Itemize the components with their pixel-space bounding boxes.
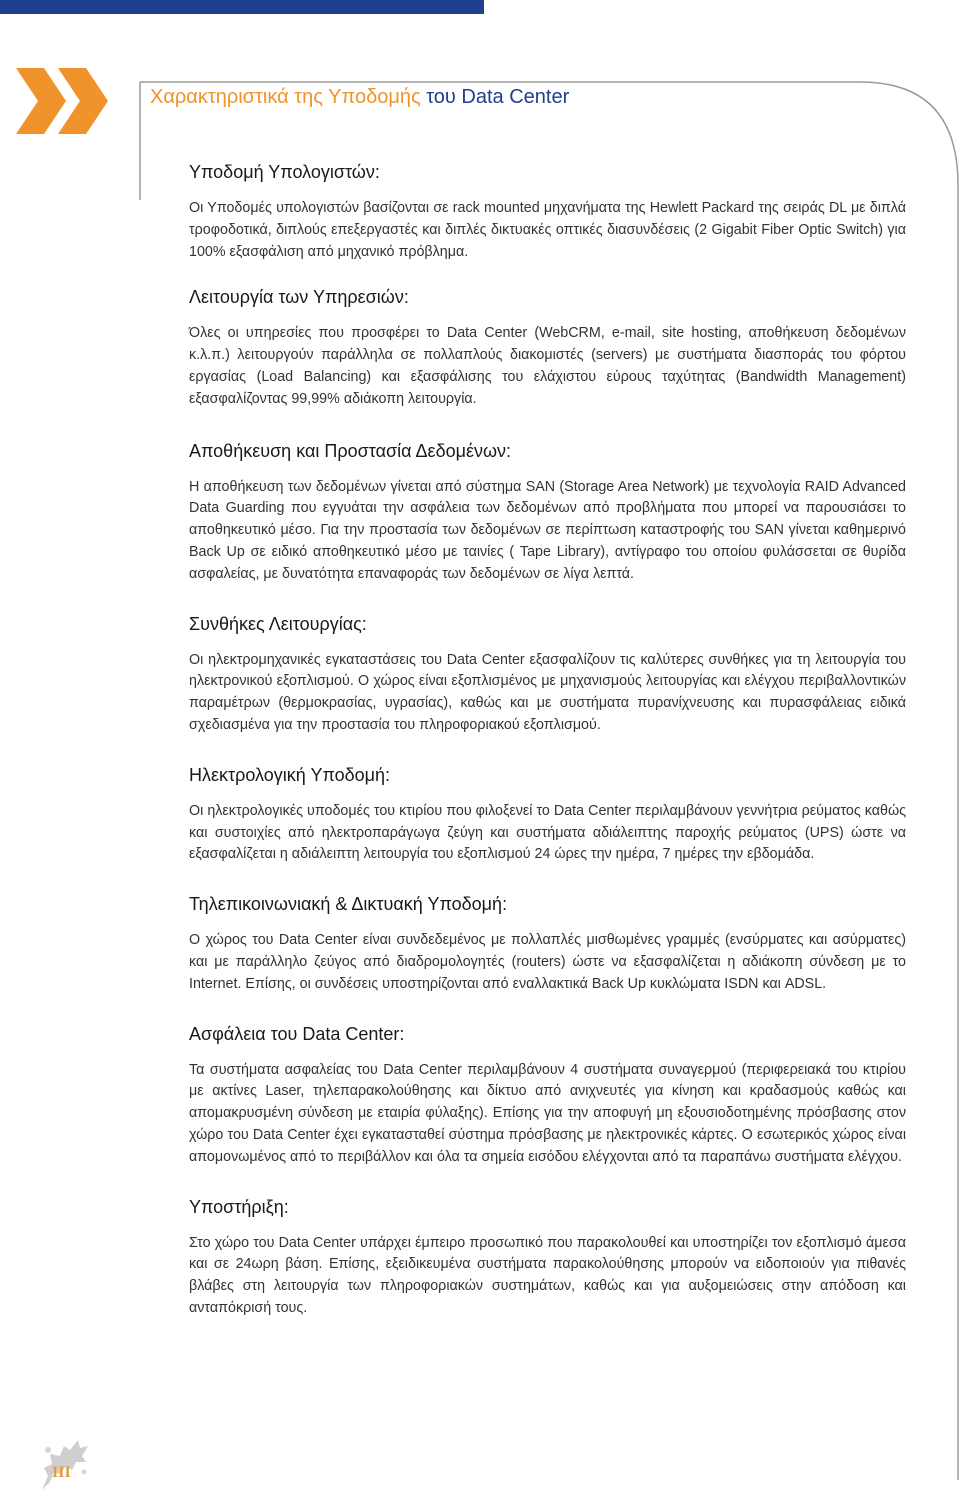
section-heading: Τηλεπικοινωνιακή & Δικτυακή Υποδομή: [189,894,508,915]
section-heading: Συνθήκες Λειτουργίας: [189,613,367,634]
page-title-suffix: του Data Center [426,86,570,108]
section-heading: Λειτουργία των Υπηρεσιών: [189,287,409,308]
section-body: Οι ηλεκτρομηχανικές εγκαταστάσεις του Data Center εξασφαλίζουν τις καλύτερες συνθήκες για τη λειτουργία του ηλεκτρονικού εξοπλισμού. Ο χώρος είναι εξοπλισμένος με μηχανισμούς λειτουργίας και ελέγχου περιβαλλοντικών παραμέτρων (θερμοκρασίας, υγρασίας), καθώς και με συστήματα πυρανίχνευσης και πυρασφάλειας ειδικά σχεδιασμένα για την προστασία του πληροφοριακού εξοπλισμού. [189,651,906,733]
section-network-infrastructure [189,892,906,995]
section-heading: Ασφάλεια του Data Center: [189,1023,405,1044]
page-title [150,86,569,109]
section-support [189,1195,906,1320]
section-computing-infrastructure [189,160,906,263]
double-chevron-icon [14,66,110,136]
content-area [189,160,906,1320]
section-heading: Αποθήκευση και Προστασία Δεδομένων: [189,440,512,461]
section-services-operation [189,285,906,410]
section-body: Ο χώρος του Data Center είναι συνδεδεμένος με πολλαπλές μισθωμένες γραμμές (ενσύρματες και ασύρματες) και με παράλληλο ζεύγος από διαδρομολογητές (routers) ώστε να εξασφαλίζεται η αδιάκοπη σύνδεση με το Internet. Επίσης, οι συνδέσεις υποστηρίζονται από εναλλακτικά Back Up κυκλώματα ISDN και ADSL. [189,932,906,992]
section-electrical-infrastructure [189,763,906,866]
section-heading: Ηλεκτρολογική Υποδομή: [189,764,391,785]
section-body: Οι ηλεκτρολογικές υποδομές του κτιρίου που φιλοξενεί το Data Center περιλαμβάνουν γεννήτρια ρεύματος καθώς και συστοιχίες από ηλεκτροπαράγωγα ζεύγη και συστήματα αδιάλειπτης παροχής ρεύματος (UPS) ώστε να εξασφαλίζεται η αδιάλειπτη λειτουργία του εξοπλισμού 24 ώρες την ημέρα, 7 ημέρες την εβδομάδα. [189,802,906,863]
section-security [189,1022,906,1169]
section-body: Η αποθήκευση των δεδομένων γίνεται από σύστημα SAN (Storage Area Network) με τεχνολογία RAID Advanced Data Guarding που εγγυάται την ασφάλεια των δεδομένων από προβλήματα που μπορεί να παρουσιάσει το αποθηκευτικό μέσο. Για την προστασία των δεδομένων σε περίπτωση καταστροφής του SAN γίνεται καθημερινό Back Up σε ειδικό αποθηκευτικό μέσο με ταινίες ( Tape Library), αντίγραφο του οποίου φυλάσσεται σε θυρίδα ασφαλείας, με δυνατότητα επαναφοράς των δεδομένων σε λίγα λεπτά. [189,478,906,582]
page-title-main: Χαρακτηριστικά της Υποδομής [150,86,427,108]
section-body: Όλες οι υπηρεσίες που προσφέρει το Data Center (WebCRM, e-mail, site hosting, αποθήκευση δεδομένων κ.λ.π.) λειτουργούν παράλληλα σε πολλαπλούς διακομιστές (servers) με συστήματα διασποράς του φόρτου εργασίας (Load Balancing) και εξασφάλισης του ελάχιστου εύρους ταχύτητας (Bandwidth Management) εξασφαλίζοντας 99,99% αδιάκοπη λειτουργία. [189,325,906,407]
section-operating-conditions [189,612,906,737]
section-body: Τα συστήματα ασφαλείας του Data Center περιλαμβάνουν 4 συστήματα συναγερμού (περιφερειακά του κτιρίου με ακτίνες Laser, τηλεπαρακολούθησης και δίκτυο από ανιχνευτές για κίνηση και κραδασμούς καθώς και απομακρυσμένη σύνδεση με εταιρία φύλαξης). Επίσης για την αποφυγή μη εξουσιοδοτημένης πρόσβασης στον χώρο του Data Center έχει εγκατασταθεί σύστημα πρόσβασης με ηλεκτρονικές κάρτες. Ο εσωτερικός χώρος είναι απομονωμένος από το περιβάλλον και όλα τα σημεία εισόδου ελέγχονται από τα παραπάνω συστήματα ελέγχου. [189,1061,906,1165]
section-heading: Υποστήριξη: [189,1196,289,1217]
section-heading: Υποδομή Υπολογιστών: [189,162,380,182]
section-body: Οι Υποδομές υπολογιστών βασίζονται σε rack mounted μηχανήματα της Hewlett Packard της σειράς DL με διπλά τροφοδοτικά, διπλούς επεξεργαστές και διπλές δικτυακές οπτικές διασυνδέσεις (2 Gigabit Fiber Optic Switch) για 100% εξασφάλιση από μηχανικό πρόβλημα. [189,200,906,260]
page-number: III [52,1464,71,1481]
section-body: Στο χώρο του Data Center υπάρχει έμπειρο προσωπικό που παρακολουθεί και υποστηρίζει τον εξοπλισμό άμεσα και σε 24ωρη βάση. Επίσης, εξειδικευμένα συστήματα παρακολούθησης μπορούν να ειδοποιούν για πιθανές βλάβες στη λειτουργία των πληροφοριακών συστημάτων, καθώς και για αυξομειώσεις στην απόδοση και ανταπόκρισή τους. [189,1234,906,1316]
section-data-storage [189,439,906,586]
